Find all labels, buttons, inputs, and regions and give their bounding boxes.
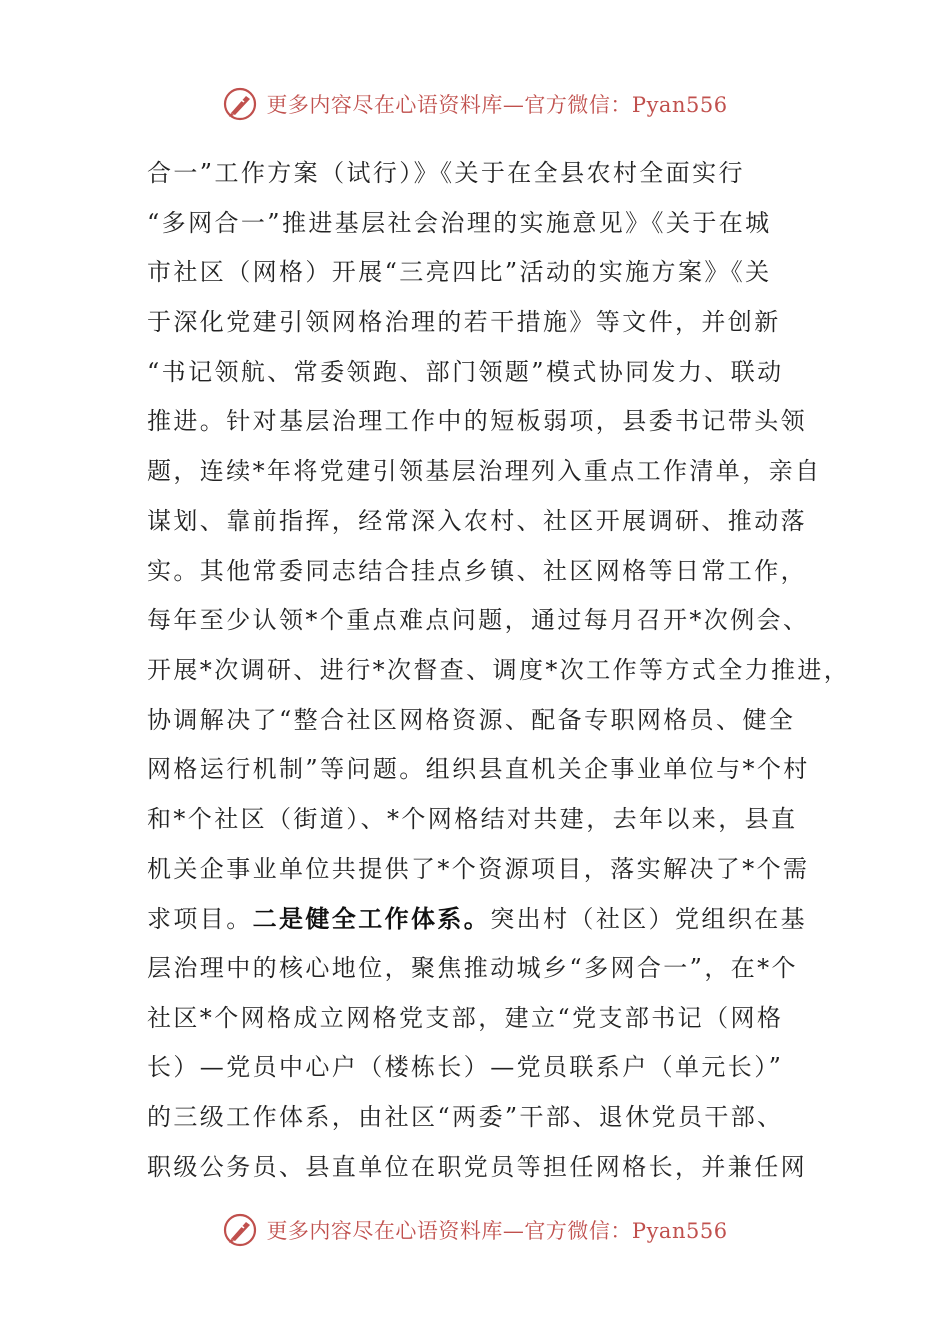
body-line-with-heading (147, 894, 827, 944)
body-line: 长）—党员中心户（楼栋长）—党员联系户（单元长）” (147, 1053, 784, 1082)
body-line: 实。其他常委同志结合挂点乡镇、社区网格等日常工作， (147, 556, 807, 585)
pen-logo-icon (222, 86, 258, 122)
body-line: 协调解决了“整合社区网格资源、配备专职网格员、健全 (147, 705, 796, 734)
body-line: 题，连续*年将党建引领基层治理列入重点工作清单，亲自 (147, 457, 822, 486)
body-line-segment: 突出村（社区）党组织在基 (490, 905, 808, 934)
body-line: 于深化党建引领网格治理的若干措施》等文件，并创新 (147, 308, 781, 337)
body-line: 和*个社区（街道）、*个网格结对共建，去年以来，县直 (147, 804, 798, 833)
body-line: 的三级工作体系，由社区“两委”干部、退休党员干部、 (147, 1103, 784, 1132)
body-line: 层治理中的核心地位，聚焦推动城乡“多网合一”，在*个 (147, 954, 798, 982)
body-line: 合一”工作方案（试行）》《关于在全县农村全面实行 (147, 159, 745, 187)
pen-logo-icon (222, 1212, 258, 1248)
body-line: 市社区（网格）开展“三亮四比”活动的实施方案》《关 (147, 258, 772, 287)
footer-watermark (0, 1210, 950, 1250)
header-watermark (0, 84, 950, 124)
body-line: 推进。针对基层治理工作中的短板弱项，县委书记带头领 (147, 407, 807, 436)
header-watermark-text: 更多内容尽在心语资料库—官方微信：Pyan556 (266, 93, 728, 117)
section-heading-inline: 二是健全工作体系。 (252, 904, 491, 934)
body-line: “书记领航、常委领跑、部门领题”模式协同发力、联动 (147, 357, 784, 386)
document-body (147, 149, 851, 1192)
body-line: “多网合一”推进基层社会治理的实施意见》《关于在城 (147, 208, 772, 237)
body-line-segment: 求项目。 (147, 905, 253, 934)
body-line: 社区*个网格成立网格党支部，建立“党支部书记（网格 (147, 1003, 784, 1032)
footer-watermark-text: 更多内容尽在心语资料库—官方微信：Pyan556 (266, 1219, 728, 1243)
body-line: 每年至少认领*个重点难点问题，通过每月召开*次例会、 (147, 606, 810, 635)
body-line: 网格运行机制”等问题。组织县直机关企事业单位与*个村 (147, 755, 810, 784)
body-line: 谋划、靠前指挥，经常深入农村、社区开展调研、推动落 (147, 506, 807, 535)
body-line: 职级公务员、县直单位在职党员等担任网格长，并兼任网 (147, 1152, 807, 1181)
body-line: 开展*次调研、进行*次督查、调度*次工作等方式全力推进， (147, 655, 851, 684)
body-line: 机关企事业单位共提供了*个资源项目，落实解决了*个需 (147, 854, 810, 883)
